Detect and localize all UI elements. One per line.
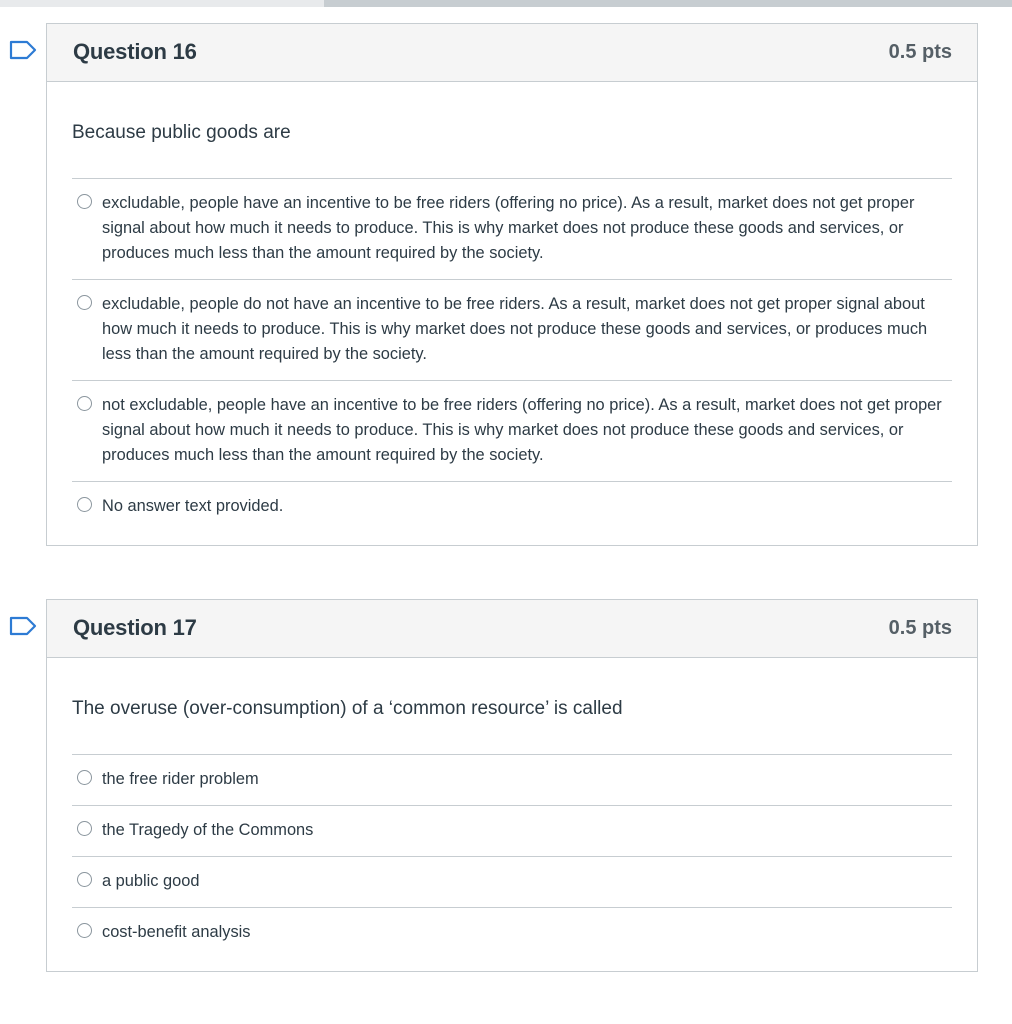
- top-progress-bar: [0, 0, 1012, 7]
- answer-option[interactable]: [72, 381, 952, 482]
- answer-text: the Tragedy of the Commons: [102, 821, 314, 839]
- question-points: 0.5 pts: [888, 617, 952, 639]
- answer-option[interactable]: [72, 280, 952, 381]
- radio-button[interactable]: [77, 770, 92, 785]
- answer-option[interactable]: [72, 179, 952, 280]
- answer-text: excludable, people do not have an incentive to be free riders. As a result, market does not get proper signal about how much it needs to produce. This is why market does not produce these goods and services, or produces much less than the amount required by the society.: [102, 295, 928, 363]
- question-header: [47, 24, 977, 82]
- question-points: 0.5 pts: [888, 41, 952, 63]
- answer-text: not excludable, people have an incentive to be free riders (offering no price). As a result, market does not get proper signal about how much it needs to produce. This is why market does not produce these goods and services, or produces much less than the amount required by the society.: [102, 396, 942, 464]
- question-title: Question 16: [73, 39, 197, 64]
- question-text: Because public goods are: [72, 122, 291, 143]
- top-bar-segment: [0, 0, 324, 7]
- answer-option[interactable]: [72, 755, 952, 806]
- answer-list: [72, 178, 952, 532]
- radio-button[interactable]: [77, 194, 92, 209]
- flag-outline-icon[interactable]: [9, 40, 37, 60]
- answer-text: the free rider problem: [102, 770, 259, 788]
- answer-text: No answer text provided.: [102, 497, 284, 515]
- answer-option[interactable]: [72, 806, 952, 857]
- flag-outline-icon[interactable]: [9, 616, 37, 636]
- question-text: The overuse (over-consumption) of a ‘common resource’ is called: [72, 698, 623, 719]
- question-17: [46, 599, 978, 972]
- radio-button[interactable]: [77, 295, 92, 310]
- question-title: Question 17: [73, 615, 197, 640]
- answer-list: [72, 754, 952, 958]
- answer-text: a public good: [102, 872, 200, 890]
- radio-button[interactable]: [77, 821, 92, 836]
- radio-button[interactable]: [77, 872, 92, 887]
- question-16: [46, 23, 978, 546]
- radio-button[interactable]: [77, 396, 92, 411]
- answer-text: cost-benefit analysis: [102, 923, 251, 941]
- answer-text: excludable, people have an incentive to be free riders (offering no price). As a result, market does not get proper signal about how much it needs to produce. This is why market does not produce these goods and services, or produces much less than the amount required by the society.: [102, 194, 915, 262]
- answer-option[interactable]: [72, 482, 952, 532]
- question-header: [47, 600, 977, 658]
- radio-button[interactable]: [77, 923, 92, 938]
- answer-option[interactable]: [72, 857, 952, 908]
- radio-button[interactable]: [77, 497, 92, 512]
- answer-option[interactable]: [72, 908, 952, 958]
